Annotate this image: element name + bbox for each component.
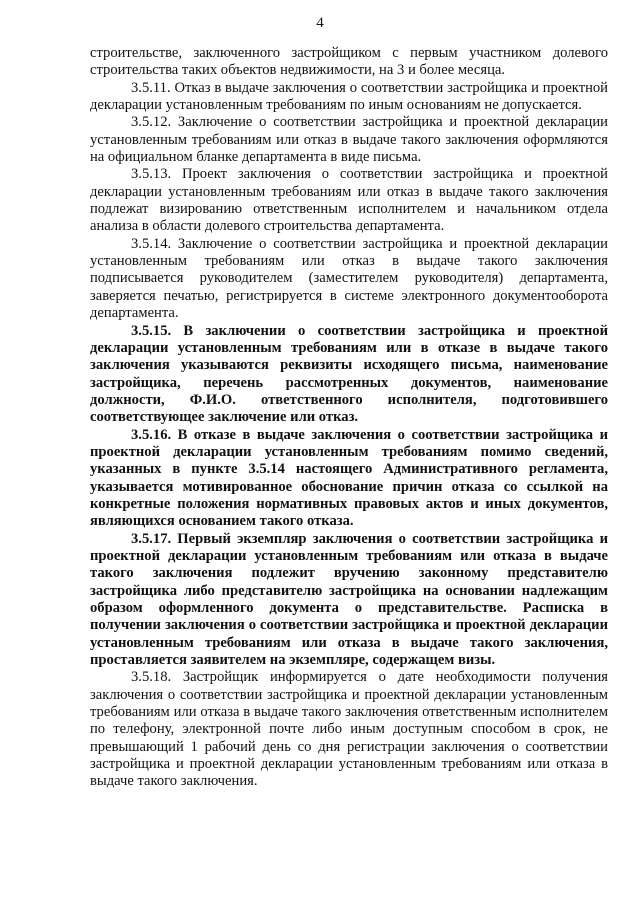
page-number: 4 — [316, 15, 324, 31]
document-body — [90, 45, 608, 791]
paragraph-3-5-11: 3.5.11. Отказ в выдаче заключения о соответствии застройщика и проектной декларации установленным требованиям по иным основаниям не допускается. — [90, 79, 608, 114]
paragraph-3-5-13: 3.5.13. Проект заключения о соответствии застройщика и проектной декларации установленным требованиям или отказ в выдаче такого заключения подлежат визированию ответственным исполнителем и начальником отдела анализа в области долевого строительства департамента. — [90, 166, 608, 235]
paragraph-3-5-17: 3.5.17. Первый экземпляр заключения о соответствии застройщика и проектной декларации установленным требованиям или отказа в выдаче такого заключения подлежит вручению законному представителю застройщика либо представителю застройщика на основании надлежащим образом оформленного документа о представительстве. Расписка в получении заключения о соответствии застройщика и проектной декларации установленным требованиям или отказа в выдаче такого заключения, проставляется заявителем на экземпляре, содержащем визы. — [90, 530, 608, 669]
paragraph-3-5-16: 3.5.16. В отказе в выдаче заключения о соответствии застройщика и проектной декларации установленным требованиям помимо сведений, указанных в пункте 3.5.14 настоящего Административного регламента, указывается мотивированное обоснование причин отказа со ссылкой на конкретные положения нормативных правовых актов и иных документов, являющихся основанием такого отказа. — [90, 426, 608, 530]
paragraph-3-5-12: 3.5.12. Заключение о соответствии застройщика и проектной декларации установленным требованиям или отказ в выдаче такого заключения оформляются на официальном бланке департамента в виде письма. — [90, 114, 608, 166]
paragraph-3-5-18: 3.5.18. Застройщик информируется о дате необходимости получения заключения о соответствии застройщика и проектной декларации установленным требованиям или отказа в выдаче такого заключения ответственным исполнителем по телефону, электронной почте либо иным доступным способом в срок, не превышающий 1 рабочий день со дня регистрации заключения о соответствии застройщика и проектной декларации установленным требованиям или отказа в выдаче такого заключения. — [90, 669, 608, 790]
paragraph-3-5-15: 3.5.15. В заключении о соответствии застройщика и проектной декларации установленным требованиям или в отказе в выдаче такого заключения указываются реквизиты исходящего письма, наименование застройщика, перечень рассмотренных документов, наименование должности, Ф.И.О. ответственного исполнителя, подготовившего соответствующее заключение или отказ. — [90, 322, 608, 426]
paragraph-3-5-14: 3.5.14. Заключение о соответствии застройщика и проектной декларации установленным требованиям или отказ в выдаче такого заключения подписывается руководителем (заместителем руководителя) департамента, заверяется печатью, регистрируется в системе электронного документооборота департамента. — [90, 235, 608, 322]
paragraph-continuation: строительстве, заключенного застройщиком с первым участником долевого строительства таких объектов недвижимости, на 3 и более месяца. — [90, 45, 608, 79]
